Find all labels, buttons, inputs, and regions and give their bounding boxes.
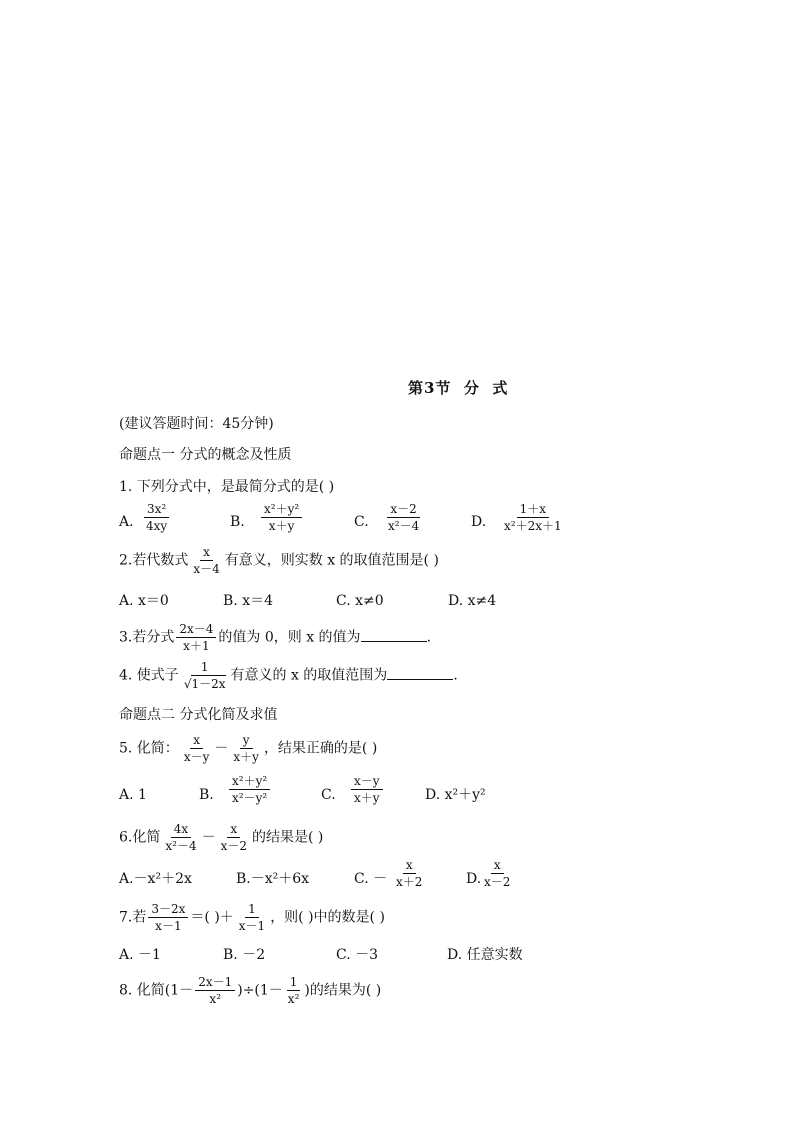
option-d: D. 任意实数	[447, 947, 523, 963]
option-a-label: A.	[119, 514, 134, 530]
option-d-label: D.	[471, 514, 487, 530]
option-a-fraction: $\frac{\text{3x²}}{4xy}$	[143, 502, 170, 533]
option-c-fraction: $\frac{x-y}{x+y}$	[351, 774, 383, 805]
question-2-stem: 2.若代数式 $\frac{x}{x-4}$ 有意义，则实数 x 的取值范围是( )	[119, 545, 439, 576]
option-d-fraction: $\frac{x}{x-2}$	[484, 858, 511, 889]
question-5-fraction-1: $\frac{x}{x-y}$	[183, 733, 210, 764]
option-b: B.－x²＋6x	[236, 871, 310, 887]
question-5-options	[119, 772, 539, 818]
section-heading-1: 命题点一 分式的概念及性质	[119, 447, 292, 463]
question-3-stem: 3.若分式 $\frac{2x-4}{x+1}$ 的值为 0，则 x 的值为 .	[119, 622, 432, 653]
option-d: D. x≠4	[448, 593, 497, 609]
page-title: 第3节 分 式	[408, 379, 509, 397]
question-6-stem: 6.化简 $\frac{4x}{\text{x²－4}}$ － $\frac{x}{x-2}$ 的结果是( )	[119, 822, 324, 853]
question-3-fraction: $\frac{2x-4}{x+1}$	[176, 622, 216, 653]
question-5-stem: 5. 化简： $\frac{x}{x-y}$ － $\frac{y}{x+y}$ ，结果正确的是( )	[119, 733, 378, 764]
question-4-fraction: $\frac{1}{√1-2x}$	[183, 660, 226, 691]
option-c-label: C.	[321, 787, 336, 803]
question-5-fraction-2: $\frac{y}{x+y}$	[233, 733, 259, 764]
option-b-fraction: $\frac{\text{x²＋y²}}{\text{x²－y²}}$	[229, 774, 270, 805]
option-b: B. －2	[223, 947, 266, 963]
question-2-fraction: $\frac{x}{x-4}$	[193, 545, 220, 576]
answer-blank	[387, 665, 453, 680]
option-a: A. 1	[119, 787, 147, 803]
option-b: B. x＝4	[223, 593, 273, 609]
question-8-fraction-2: $\frac{1}{\text{x²}}$	[287, 975, 300, 1006]
option-d-label: D.	[466, 871, 482, 887]
option-a: A.－x²＋2x	[119, 871, 192, 887]
answer-blank	[361, 627, 427, 642]
section-heading-2: 命题点二 分式化简及求值	[119, 707, 278, 723]
question-7-fraction-1: $\frac{3-2x}{x-1}$	[148, 902, 188, 933]
option-b-fraction: $\frac{\text{x²＋y²}}{x+y}$	[261, 502, 302, 533]
question-6-fraction-2: $\frac{x}{x-2}$	[220, 822, 247, 853]
option-b-label: B.	[230, 514, 245, 530]
option-d: D. x²＋y²	[425, 787, 486, 803]
option-c: C. x≠0	[336, 593, 384, 609]
sqrt-sign: √	[183, 677, 192, 691]
question-4-stem: 4. 使式子 $\frac{1}{√1-2x}$ 有意义的 x 的取值范围为 .	[119, 660, 458, 691]
question-2-options	[119, 591, 539, 611]
question-7-options	[119, 945, 579, 965]
option-c-fraction: $\frac{x}{x+2}$	[396, 858, 423, 889]
question-1-stem: 1. 下列分式中，是最简分式的是( )	[119, 479, 335, 495]
option-c-label: C.	[354, 514, 369, 530]
option-b-label: B.	[199, 787, 214, 803]
option-d-fraction: $\frac{1+x}{\text{x²＋2x＋1}}$	[504, 502, 562, 533]
question-8-fraction-1: $\frac{2x-1}{\text{x²}}$	[195, 975, 235, 1006]
option-c-fraction: $\frac{x-2}{\text{x²－4}}$	[388, 502, 420, 533]
question-7-fraction-2: $\frac{1}{x-1}$	[238, 902, 266, 933]
question-7-stem: 7.若 $\frac{3-2x}{x-1}$ ＝( )＋ $\frac{1}{x-1}$ ，则( )中的数是( )	[119, 902, 385, 933]
option-a: A. －1	[119, 947, 161, 963]
question-6-options	[119, 858, 539, 898]
time-note: (建议答题时间：45分钟)	[119, 416, 274, 432]
question-6-fraction-1: $\frac{4x}{\text{x²－4}}$	[165, 822, 197, 853]
question-1-options	[119, 500, 599, 546]
option-a: A. x＝0	[119, 593, 169, 609]
option-c-label: C. －	[354, 871, 388, 887]
question-8-stem: 8. 化简(1－ $\frac{2x-1}{\text{x²}}$ )÷(1－ $\frac{1}{\text{x²}}$ )的结果为( )	[119, 975, 382, 1006]
option-c: C. －3	[336, 947, 379, 963]
